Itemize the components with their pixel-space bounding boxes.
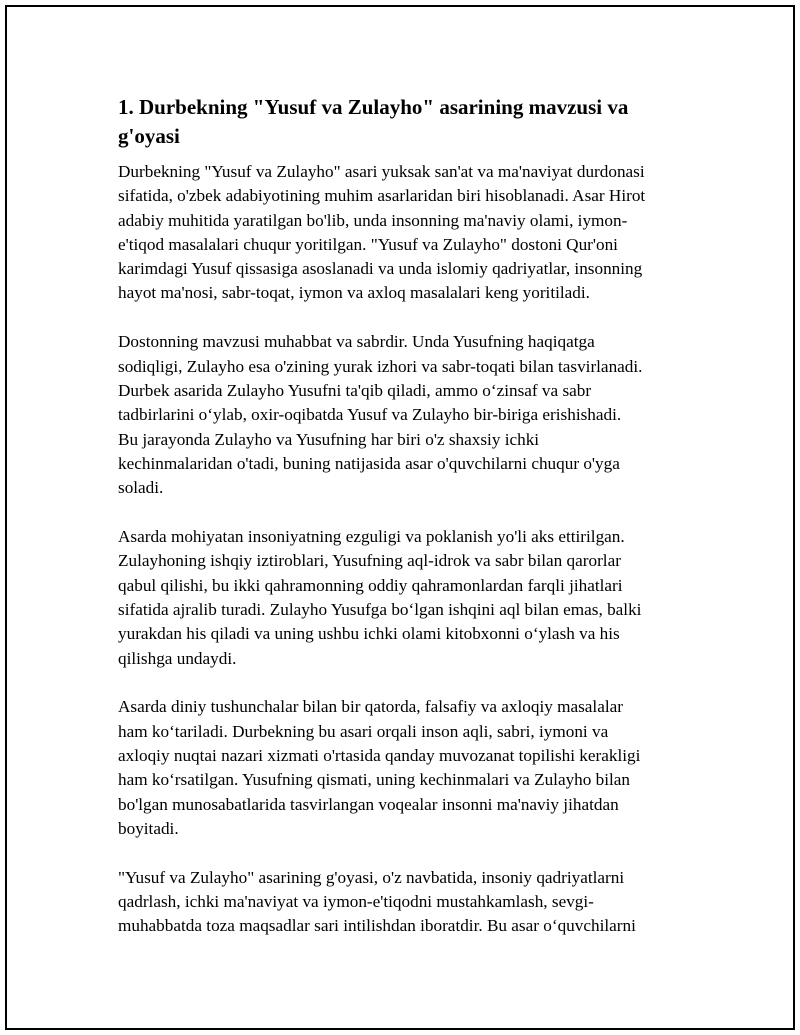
heading-line: g'oyasi xyxy=(118,124,180,148)
paragraph-line: Durbekning "Yusuf va Zulayho" asari yuksak san'at va ma'naviyat durdonasi xyxy=(118,162,645,181)
paragraph-line: e'tiqod masalalari chuqur yoritilgan. "Yusuf va Zulayho" dostoni Qur'oni xyxy=(118,234,618,254)
paragraph-line: qabul qilishi, bu ikki qahramonning oddiy qahramonlardan farqli jihatlari xyxy=(118,575,623,595)
paragraph-line: ham ko‘rsatilgan. Yusufning qismati, uning kechinmalari va Zulayho bilan xyxy=(118,770,631,790)
paragraph-line: tadbirlarini o‘ylab, oxir-oqibatda Yusuf va Zulayho bir-biriga erishishadi. xyxy=(118,405,622,425)
paragraph-line: karimdagi Yusuf qissasiga asoslanadi va unda islomiy qadriyatlar, insonning xyxy=(118,259,643,279)
section-heading xyxy=(118,93,692,151)
paragraph-line: Zulayhoning ishqiy iztiroblari, Yusufning aql-idrok va sabr bilan qarorlar xyxy=(118,551,621,571)
paragraph-line: ham ko‘tariladi. Durbekning bu asari orqali inson aqli, sabri, iymoni va xyxy=(118,721,609,741)
paragraph-line: sifatida, o'zbek adabiyotining muhim asarlaridan biri hisoblanadi. Asar Hirot xyxy=(118,186,646,206)
paragraph-line: adabiy muhitida yaratilgan bo'lib, unda insonning ma'naviy olami, iymon- xyxy=(118,210,628,230)
paragraph-line: sodiqligi, Zulayho esa o'zining yurak izhori va sabr-toqati bilan tasvirlanadi. xyxy=(118,356,643,376)
paragraph-line: Asarda diniy tushunchalar bilan bir qatorda, falsafiy va axloqiy masalalar xyxy=(118,697,623,717)
paragraph-2 xyxy=(118,330,692,500)
paragraph-line: sifatida ajralib turadi. Zulayho Yusufga bo‘lgan ishqini aql bilan emas, balki xyxy=(118,599,642,619)
paragraph-4 xyxy=(118,695,692,841)
paragraph-line: "Yusuf va Zulayho" asarining g'oyasi, o'z navbatida, insoniy qadriyatlarni xyxy=(118,867,625,887)
paragraph-list xyxy=(118,160,692,939)
paragraph-line: axloqiy nuqtai nazari xizmati o'rtasida qanday muvozanat topilishi kerakligi xyxy=(118,746,641,766)
paragraph-3 xyxy=(118,525,692,671)
paragraph-line: soladi. xyxy=(118,478,164,498)
paragraph-line: boyitadi. xyxy=(118,818,179,838)
paragraph-line: Dostonning mavzusi muhabbat va sabrdir. Unda Yusufning haqiqatga xyxy=(118,332,595,352)
paragraph-line: bo'lgan munosabatlarida tasvirlangan voqealar insonni ma'naviy jihatdan xyxy=(118,794,619,814)
paragraph-1 xyxy=(118,160,692,306)
paragraph-line: Asarda mohiyatan insoniyatning ezguligi va poklanish yo'li aks ettirilgan. xyxy=(118,527,625,547)
paragraph-line: qilishga undaydi. xyxy=(118,648,237,668)
paragraph-line: Bu jarayonda Zulayho va Yusufning har biri o'z shaxsiy ichki xyxy=(118,429,540,449)
paragraph-5 xyxy=(118,866,692,939)
paragraph-line: yurakdan his qiladi va uning ushbu ichki olami kitobxonni o‘ylash va his xyxy=(118,624,620,644)
paragraph-line: qadrlash, ichki ma'naviyat va iymon-e'tiqodni mustahkamlash, sevgi- xyxy=(118,892,594,912)
paragraph-line: muhabbatda toza maqsadlar sari intilishdan iboratdir. Bu asar o‘quvchilarni xyxy=(118,916,636,936)
paragraph-line: Durbek asarida Zulayho Yusufni ta'qib qiladi, ammo o‘zinsaf va sabr xyxy=(118,380,592,400)
paragraph-line: kechinmalaridan o'tadi, buning natijasida asar o'quvchilarni chuqur o'yga xyxy=(118,453,620,473)
document-body xyxy=(118,93,692,963)
paragraph-line: hayot ma'nosi, sabr-toqat, iymon va axloq masalalari keng yoritiladi. xyxy=(118,283,590,303)
heading-line: 1. Durbekning "Yusuf va Zulayho" asarining mavzusi va xyxy=(118,95,629,119)
